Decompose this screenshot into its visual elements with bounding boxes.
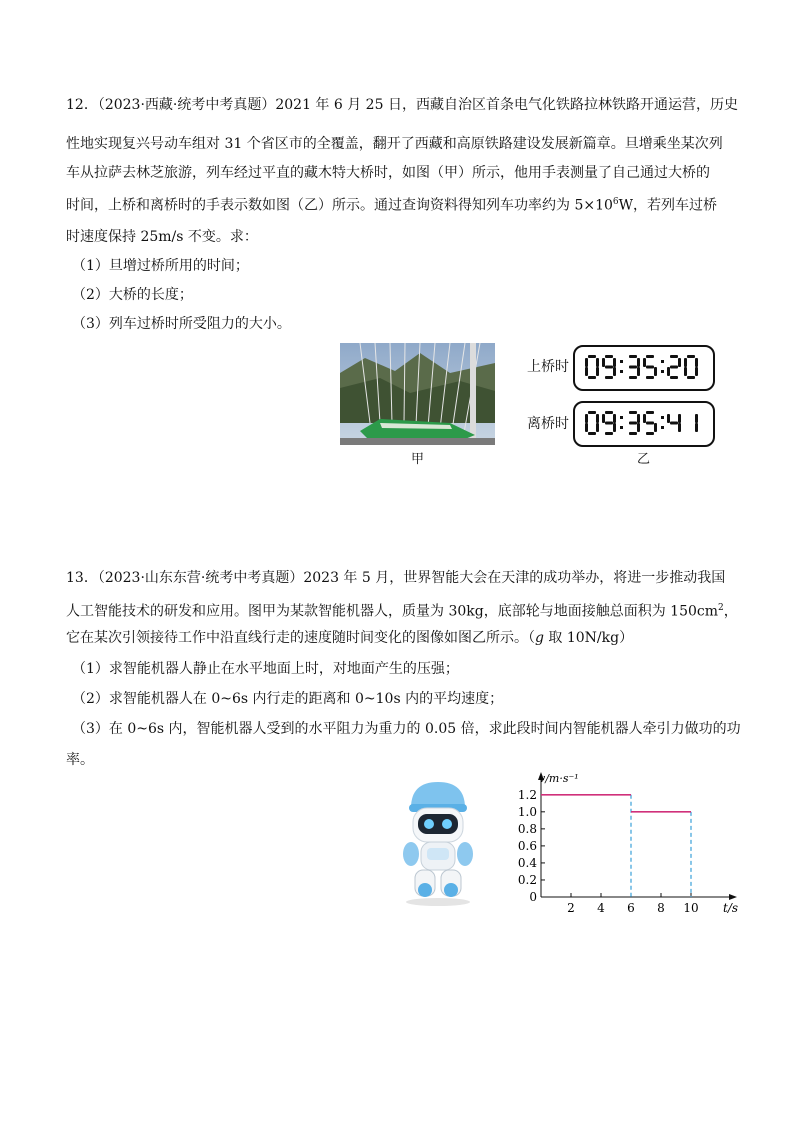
- fig-jia-caption: 甲: [411, 452, 425, 467]
- x-tick-label: 4: [597, 901, 605, 915]
- y-axis-label: v/m·s⁻¹: [539, 772, 579, 785]
- q13-sub-3: （3）在 0~6s 内，智能机器人受到的水平阻力为重力的 0.05 倍，求此段时间内智能机器人牵引力做功的功: [72, 721, 741, 737]
- y-tick-label: 1.2: [517, 787, 537, 802]
- q13-line-3: 它在某次引领接待工作中沿直线行走的速度随时间变化的图像如图乙所示。（g 取 10N/kg）: [66, 630, 634, 646]
- y-tick-label: 0: [529, 890, 537, 904]
- fig-yi-caption: 乙: [637, 452, 651, 467]
- watch-digit: [695, 414, 698, 432]
- x-tick-label: 2: [567, 901, 575, 915]
- q12-line-1: 12．（2023·西藏·统考中考真题）2021 年 6 月 25 日，西藏自治区首条电气化铁路拉林铁路开通运营，历史: [66, 97, 738, 113]
- y-tick-label: 0.6: [517, 838, 537, 853]
- watch-digit: [629, 355, 640, 379]
- q12-line-5: 时速度保持 25m/s 不变。求：: [66, 229, 258, 245]
- q13-sub-1: （1）求智能机器人静止在水平地面上时，对地面产生的压强；: [72, 661, 459, 677]
- watch-digit: [629, 411, 640, 435]
- q13-line-1: 13．（2023·山东东营·统考中考真题）2023 年 5 月，世界智能大会在天津的成功举办，将进一步推动我国: [66, 570, 726, 586]
- bridge-train-photo: [340, 343, 495, 445]
- q12-sub-3: （3）列车过桥时所受阻力的大小。: [72, 316, 291, 332]
- robot-illustration: [393, 778, 483, 908]
- x-axis-arrow: [729, 894, 737, 900]
- watch-off-display: [573, 401, 715, 447]
- x-tick-label: 6: [627, 901, 635, 915]
- watch-digit: [643, 411, 657, 435]
- x-tick-label: 10: [683, 901, 699, 915]
- watch-digit: [643, 355, 657, 379]
- q13-line-last: 率。: [66, 752, 94, 768]
- watch-digit: [602, 355, 616, 379]
- y-tick-label: 1.0: [517, 804, 537, 819]
- watch-on-label: 上桥时: [527, 359, 569, 375]
- q13-sub-2: （2）求智能机器人在 0~6s 内行走的距离和 0~10s 内的平均速度；: [72, 691, 504, 707]
- y-tick-label: 0.2: [517, 872, 537, 887]
- y-tick-label: 0.8: [517, 821, 537, 836]
- q13-line-2: 人工智能技术的研发和应用。图甲为某款智能机器人，质量为 30kg，底部轮与地面接触总面积为 $150cm^2$，: [66, 603, 738, 620]
- watch-on-display: [573, 345, 715, 391]
- watch-digit: [684, 355, 698, 379]
- q12-sub-2: （2）大桥的长度；: [72, 287, 193, 303]
- q12-line-2: 性地实现复兴号动车组对 31 个省区市的全覆盖，翻开了西藏和高原铁路建设发展新篇章。旦增乘坐某次列: [66, 136, 723, 152]
- chart-svg: [505, 770, 740, 918]
- x-tick-label: 8: [657, 901, 665, 915]
- q12-sub-1: （1）旦增过桥所用的时间；: [72, 258, 249, 274]
- q12-line-4: 时间，上桥和离桥时的手表示数如图（乙）所示。通过查询资料得知列车功率约为 $5\times 10^6W$，若列车过桥: [66, 197, 718, 214]
- velocity-time-chart: [505, 770, 740, 918]
- watch-digit: [667, 414, 681, 432]
- q12-line-3: 车从拉萨去林芝旅游，列车经过平直的藏木特大桥时，如图（甲）所示，他用手表测量了自己通过大桥的: [66, 165, 710, 181]
- watch-digit: [585, 411, 599, 435]
- x-axis-label: t/s: [723, 901, 739, 915]
- watch-digit: [602, 411, 616, 435]
- watch-digit: [667, 355, 681, 379]
- watch-digit: [585, 355, 599, 379]
- watch-off-label: 离桥时: [527, 416, 569, 432]
- y-tick-label: 0.4: [517, 855, 537, 870]
